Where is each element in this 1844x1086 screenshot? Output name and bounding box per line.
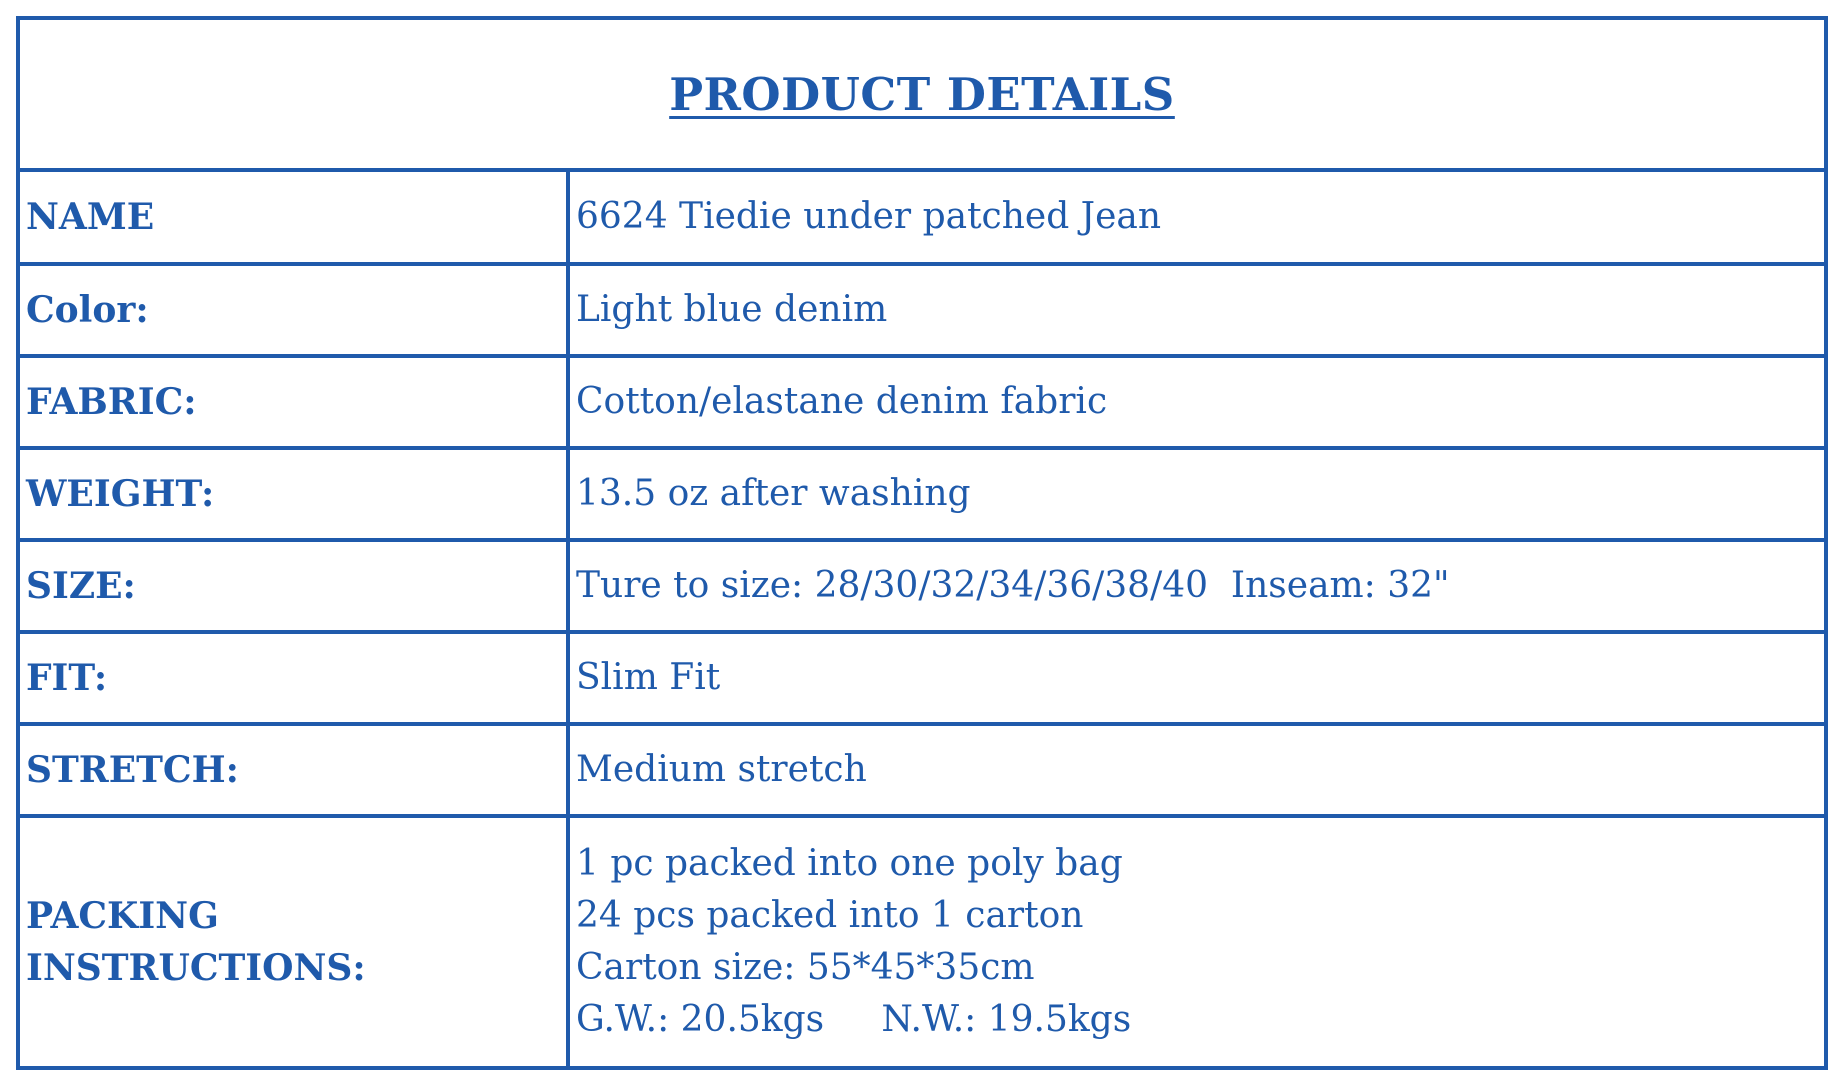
row-size	[20, 540, 1824, 632]
value-cell	[568, 448, 1824, 540]
packing-line: 1 pc packed into one poly bag	[576, 843, 1123, 884]
product-details-table	[20, 172, 1824, 1066]
label-cell	[20, 356, 568, 448]
row-label: NAME	[26, 196, 155, 238]
row-fabric	[20, 356, 1824, 448]
value-cell	[568, 632, 1824, 724]
title-row	[20, 20, 1824, 172]
row-value: Cotton/elastane denim fabric	[576, 381, 1108, 422]
row-packing	[20, 816, 1824, 1066]
packing-line: 24 pcs packed into 1 carton	[576, 895, 1084, 936]
value-cell	[568, 540, 1824, 632]
label-cell	[20, 632, 568, 724]
row-label: WEIGHT:	[26, 473, 215, 515]
row-value: Light blue denim	[576, 289, 888, 330]
packing-lines	[576, 838, 1824, 1046]
product-details-sheet	[16, 16, 1828, 1070]
label-cell	[20, 816, 568, 1066]
row-stretch	[20, 724, 1824, 816]
row-name	[20, 172, 1824, 264]
label-cell	[20, 264, 568, 356]
value-cell	[568, 172, 1824, 264]
label-cell	[20, 172, 568, 264]
row-label: Color:	[26, 289, 149, 331]
label-cell	[20, 540, 568, 632]
row-value: 13.5 oz after washing	[576, 473, 971, 514]
label-cell	[20, 448, 568, 540]
row-label: FABRIC:	[26, 381, 197, 423]
row-label: FIT:	[26, 657, 108, 699]
row-label: PACKING	[26, 895, 219, 937]
value-cell	[568, 724, 1824, 816]
row-color	[20, 264, 1824, 356]
row-label: INSTRUCTIONS:	[26, 947, 366, 989]
value-cell	[568, 356, 1824, 448]
row-value: Ture to size: 28/30/32/34/36/38/40 Inseam: 32"	[576, 565, 1450, 606]
row-weight	[20, 448, 1824, 540]
row-value: 6624 Tiedie under patched Jean	[576, 196, 1162, 237]
page-title: PRODUCT DETAILS	[669, 67, 1175, 121]
packing-line: G.W.: 20.5kgs N.W.: 19.5kgs	[576, 999, 1132, 1040]
row-value: Slim Fit	[576, 657, 721, 698]
row-fit	[20, 632, 1824, 724]
row-label: SIZE:	[26, 565, 136, 607]
value-cell	[568, 264, 1824, 356]
label-cell	[20, 724, 568, 816]
row-value: Medium stretch	[576, 749, 867, 790]
row-label: STRETCH:	[26, 749, 239, 791]
value-cell	[568, 816, 1824, 1066]
packing-line: Carton size: 55*45*35cm	[576, 947, 1035, 988]
